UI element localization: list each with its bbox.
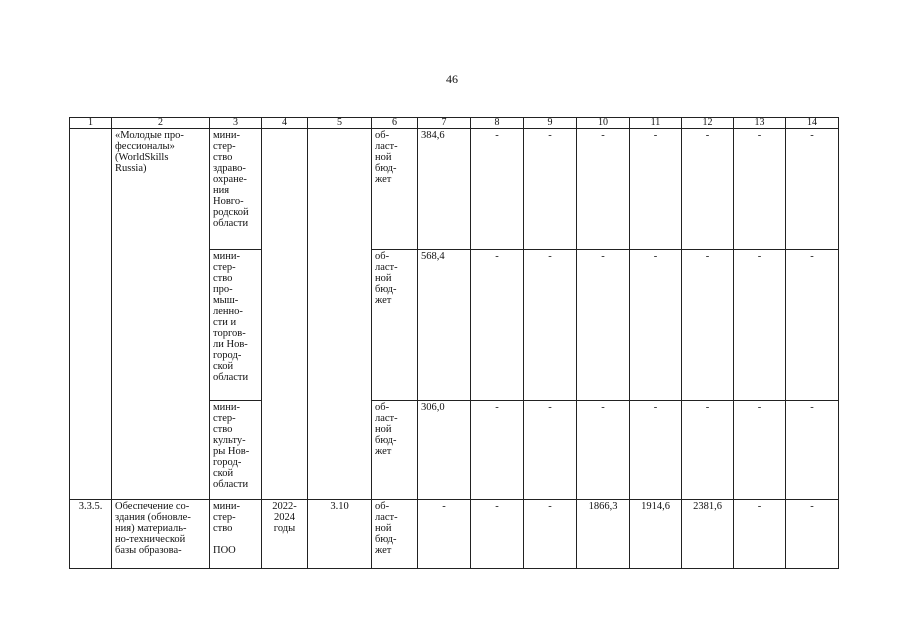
cell-funding-source: об- ласт- ной бюд- жет (372, 129, 418, 250)
cell-value: - (734, 401, 786, 500)
cell-value: - (577, 401, 630, 500)
column-header: 6 (372, 118, 418, 129)
cell-funding-source: об- ласт- ной бюд- жет (372, 500, 418, 569)
column-header: 12 (682, 118, 734, 129)
budget-table (69, 117, 839, 569)
cell-activity-name: «Молодые про- фессионалы» (WorldSkills Russia) (112, 129, 210, 500)
cell-value: - (577, 250, 630, 401)
cell-value: - (786, 401, 839, 500)
table-row (70, 129, 839, 250)
cell-value: - (734, 129, 786, 250)
cell-value: - (682, 129, 734, 250)
cell-value: - (471, 129, 524, 250)
cell-value: - (786, 250, 839, 401)
cell-executor: мини- стер- ство здраво- охране- ния Новго- родской области (210, 129, 262, 250)
cell-value: - (471, 500, 524, 569)
cell-value: - (630, 401, 682, 500)
cell-value: 306,0 (418, 401, 471, 500)
cell-target (308, 129, 372, 500)
cell-value: - (682, 401, 734, 500)
cell-executor: мини- стер- ство про- мыш- ленно- сти и торгов- ли Нов- город- ской области (210, 250, 262, 401)
cell-value: - (630, 250, 682, 401)
cell-value: - (524, 500, 577, 569)
cell-value: 1866,3 (577, 500, 630, 569)
column-header: 10 (577, 118, 630, 129)
cell-value: - (786, 500, 839, 569)
cell-value: 568,4 (418, 250, 471, 401)
column-header: 1 (70, 118, 112, 129)
cell-number: 3.3.5. (70, 500, 112, 569)
cell-funding-source: об- ласт- ной бюд- жет (372, 401, 418, 500)
cell-value: - (734, 250, 786, 401)
cell-value: - (682, 250, 734, 401)
cell-value: - (786, 129, 839, 250)
cell-value: - (524, 401, 577, 500)
cell-executor: мини- стер- ство культу- ры Нов- город- ской области (210, 401, 262, 500)
cell-value: - (577, 129, 630, 250)
column-header: 11 (630, 118, 682, 129)
column-header: 4 (262, 118, 308, 129)
cell-period (262, 129, 308, 500)
cell-value: - (630, 129, 682, 250)
cell-target: 3.10 (308, 500, 372, 569)
column-header: 8 (471, 118, 524, 129)
cell-period: 2022- 2024 годы (262, 500, 308, 569)
cell-value: - (734, 500, 786, 569)
column-number-header-row (70, 118, 839, 129)
column-header: 5 (308, 118, 372, 129)
cell-value: - (471, 250, 524, 401)
column-header: 14 (786, 118, 839, 129)
column-header: 7 (418, 118, 471, 129)
table-row (70, 500, 839, 569)
column-header: 3 (210, 118, 262, 129)
cell-value: 1914,6 (630, 500, 682, 569)
cell-executor: мини- стер- ство ПОО (210, 500, 262, 569)
page-number: 46 (446, 72, 458, 86)
cell-funding-source: об- ласт- ной бюд- жет (372, 250, 418, 401)
column-header: 9 (524, 118, 577, 129)
cell-value: - (524, 129, 577, 250)
cell-value: - (418, 500, 471, 569)
cell-value: - (524, 250, 577, 401)
cell-value: 2381,6 (682, 500, 734, 569)
cell-value: - (471, 401, 524, 500)
cell-number (70, 129, 112, 500)
column-header: 2 (112, 118, 210, 129)
column-header: 13 (734, 118, 786, 129)
cell-value: 384,6 (418, 129, 471, 250)
cell-activity-name: Обеспечение со- здания (обновле- ния) материаль- но-технической базы образова- (112, 500, 210, 569)
